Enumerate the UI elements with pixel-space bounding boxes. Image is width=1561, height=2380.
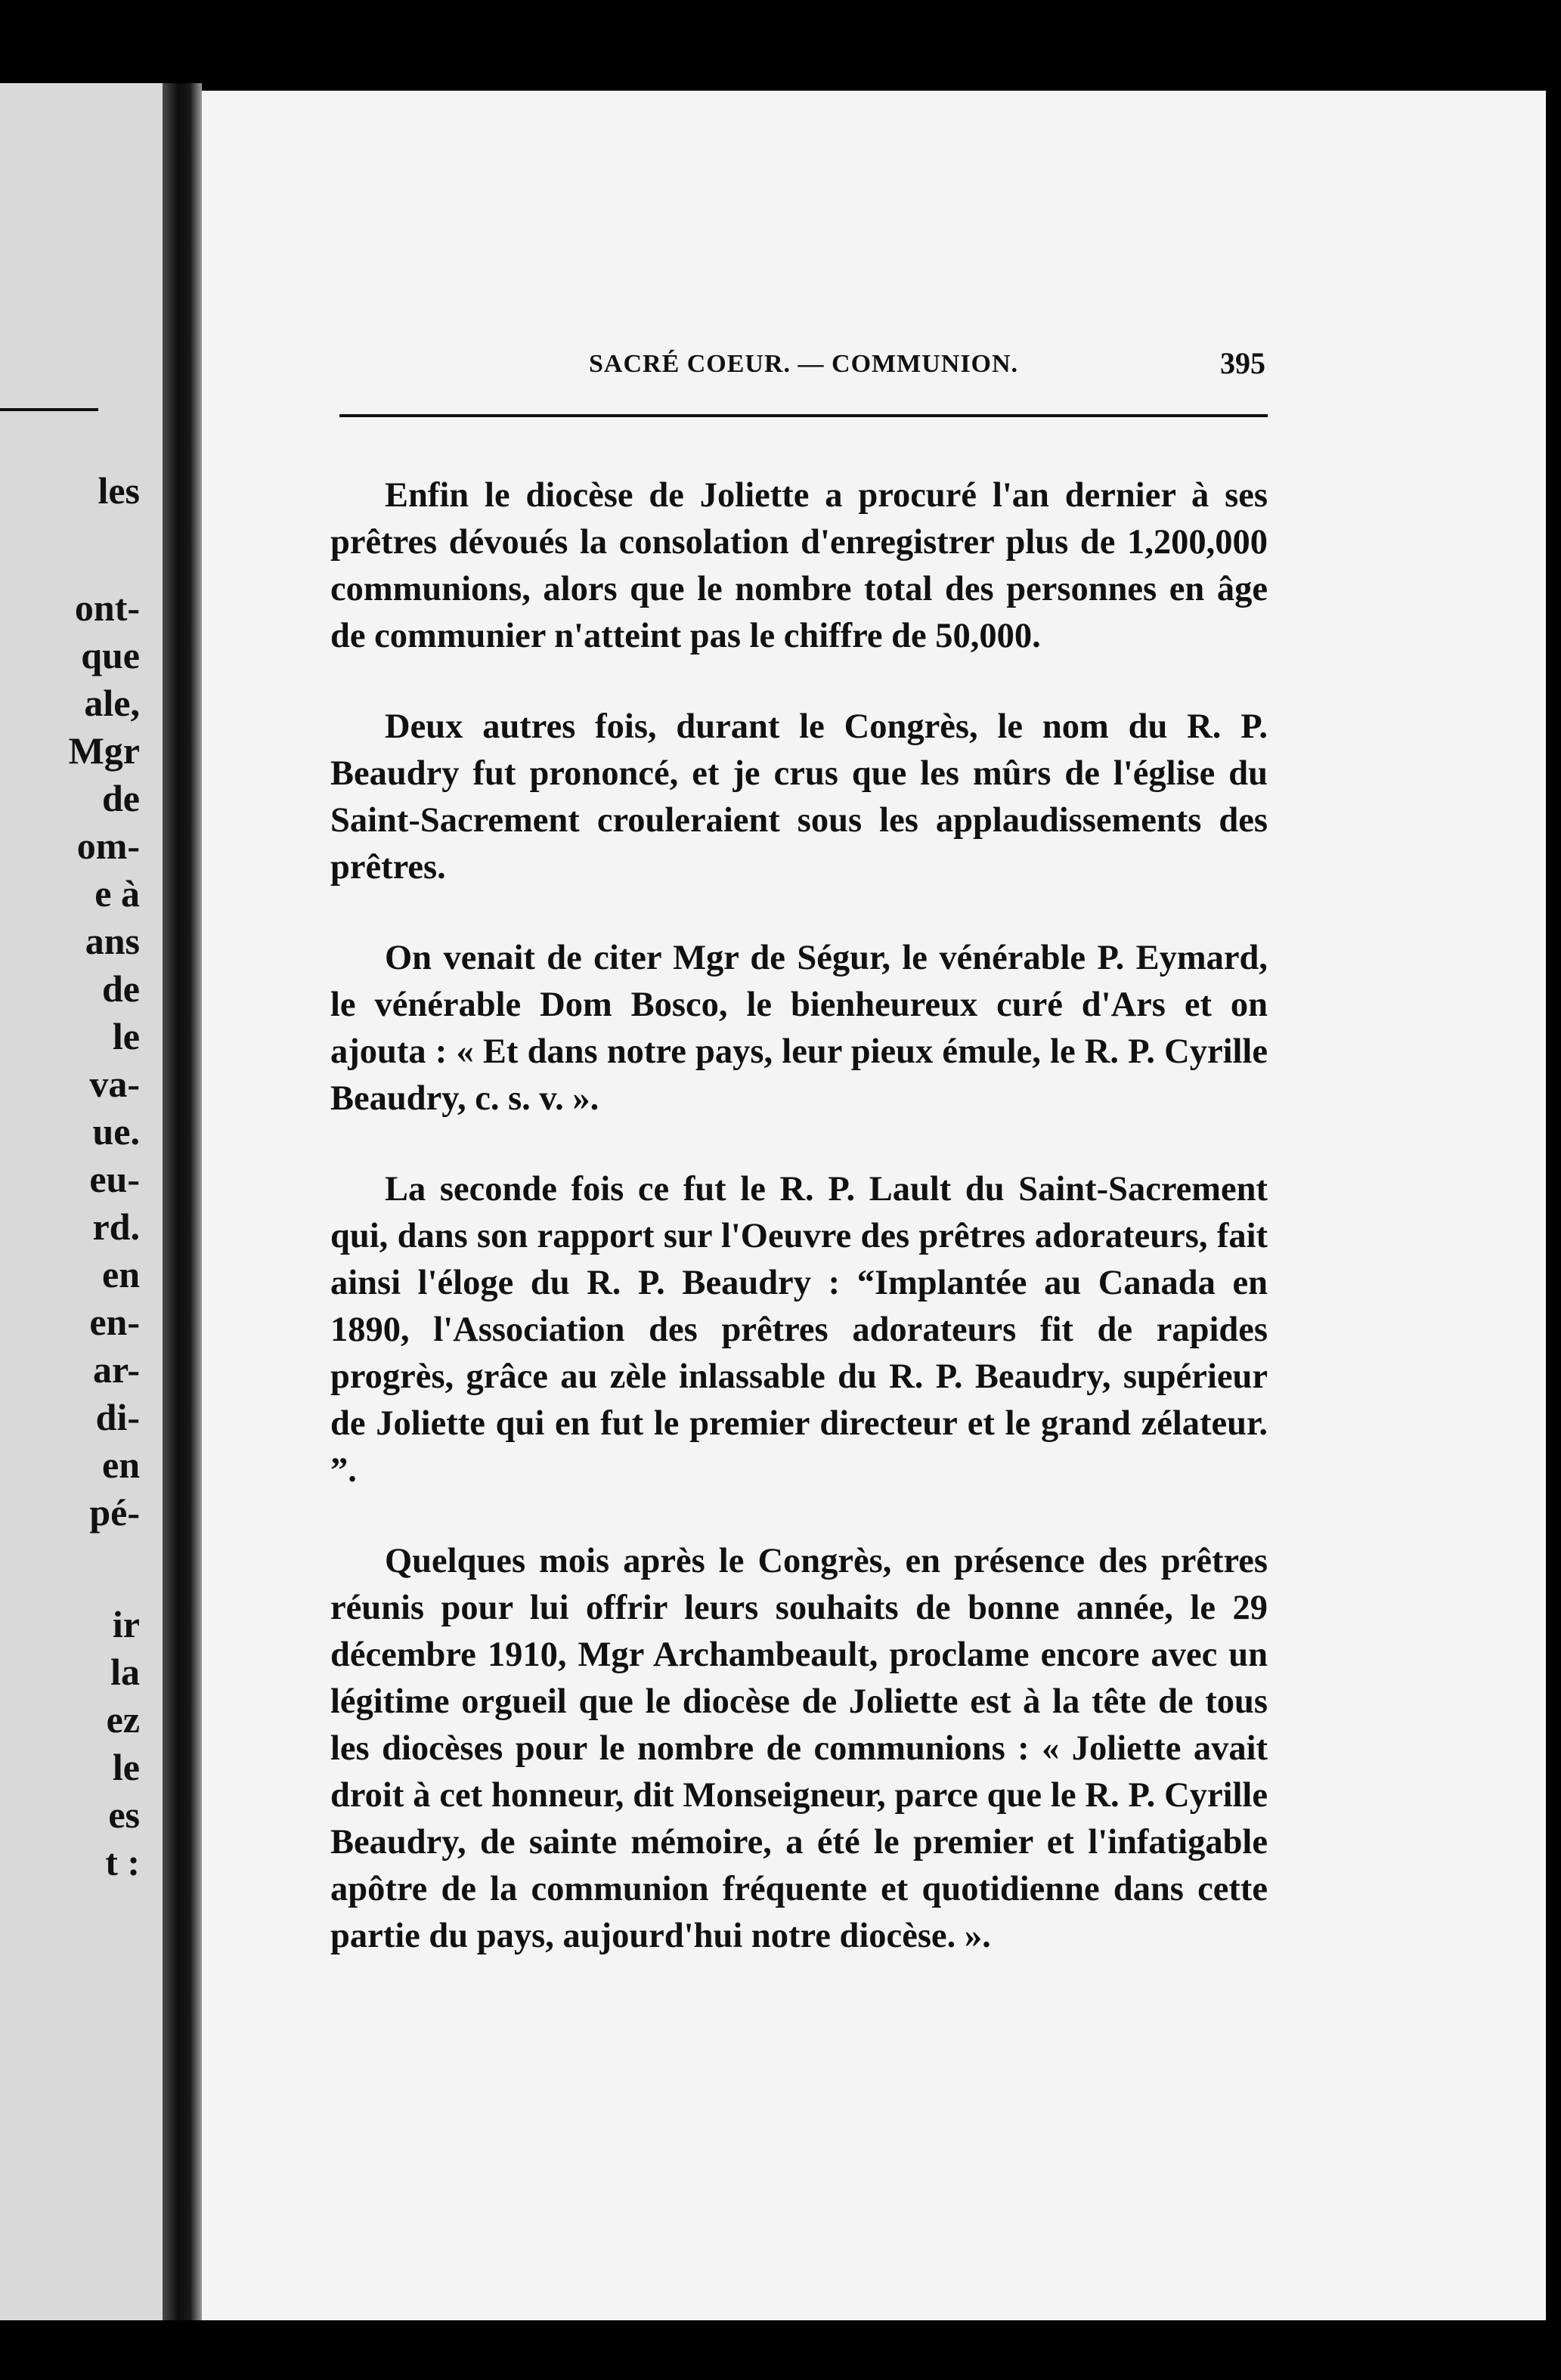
left-line-fragment: va- xyxy=(89,1063,140,1105)
page-header xyxy=(339,344,1265,389)
left-line-fragment: la xyxy=(110,1651,140,1693)
left-line-fragment: rd. xyxy=(92,1205,140,1248)
left-line-fragment: t : xyxy=(105,1841,140,1883)
paragraph: Quelques mois après le Congrès, en présence des prêtres réunis pour lui offrir leurs souhaits de bonne année, le 29 décembre 1910, Mgr Archambeault, proclame encore avec un légitime orgueil que le diocèse de Joliette est à la tête de tous les diocèses pour le nombre de communions : « Joliette avait droit à cet honneur, dit Monseigneur, parce que le R. P. Cyrille Beaudry, de sainte mémoire, a été le premier et l'infatigable apôtre de la communion fréquente et quotidienne dans cette partie du pays, aujourd'hui notre diocèse. ». xyxy=(330,1542,1268,1955)
left-line-fragment: ez xyxy=(106,1698,140,1741)
book-gutter xyxy=(163,83,202,2320)
left-line-fragment: de xyxy=(102,967,140,1010)
left-line-fragment: ont- xyxy=(74,586,140,629)
left-line-fragment: le xyxy=(112,1746,140,1788)
left-line-fragment: ans xyxy=(85,920,140,962)
paragraph: Enfin le diocèse de Joliette a procuré l'an dernier à ses prêtres dévoués la consolation d'enregistrer plus de 1,200,000 communions, alors que le nombre total des personnes en âge de communier n'atteint pas le chiffre de 50,000. xyxy=(330,476,1268,655)
left-line-fragment: es xyxy=(108,1794,140,1836)
page-number: 395 xyxy=(1220,346,1265,380)
left-line-fragment: pé- xyxy=(89,1491,140,1534)
left-line-fragment: ir xyxy=(112,1603,140,1645)
paragraph: Deux autres fois, durant le Congrès, le nom du R. P. Beaudry fut prononcé, et je crus que les mûrs de l'église du Saint-Sacrement crouleraient sous les applaudissements des prêtres. xyxy=(330,707,1268,887)
left-page-rule xyxy=(0,408,98,411)
left-line-fragment: ale, xyxy=(84,682,140,724)
left-line-fragment: di- xyxy=(95,1396,140,1438)
left-line-fragment: om- xyxy=(76,825,140,867)
left-line-fragment: de xyxy=(102,777,140,819)
body-text xyxy=(330,472,1268,2004)
left-line-fragment: ue. xyxy=(92,1110,140,1153)
left-line-fragment: que xyxy=(81,634,140,676)
left-line-fragment: ar- xyxy=(93,1348,140,1391)
header-rule xyxy=(339,414,1268,417)
left-page-edge xyxy=(0,83,163,2320)
running-title: SACRÉ COEUR. — COMMUNION. xyxy=(589,350,1019,378)
paragraph: On venait de citer Mgr de Ségur, le vénérable P. Eymard, le vénérable Dom Bosco, le bienheureux curé d'Ars et on ajouta : « Et dans notre pays, leur pieux émule, le R. P. Cyrille Beaudry, c. s. v. ». xyxy=(330,939,1268,1118)
paragraph: La seconde fois ce fut le R. P. Lault du Saint-Sacrement qui, dans son rapport sur l'Oeuvre des prêtres adorateurs, fait ainsi l'éloge du R. P. Beaudry : “Implantée au Canada en 1890, l'Association des prêtres adorateurs fit de rapides progrès, grâce au zèle inlassable du R. P. Beaudry, supérieur de Joliette qui en fut le premier directeur et le grand zélateur. ”. xyxy=(330,1170,1268,1490)
right-page xyxy=(202,91,1546,2320)
left-line-fragment: en xyxy=(102,1444,140,1486)
left-line-fragment: le xyxy=(112,1015,140,1057)
left-line-fragment: e à xyxy=(94,872,140,915)
left-line-fragment: eu- xyxy=(89,1158,140,1200)
left-line-fragment: les xyxy=(98,469,140,512)
left-line-fragment: en xyxy=(102,1253,140,1295)
left-line-fragment: Mgr xyxy=(68,729,140,772)
left-line-fragment: en- xyxy=(89,1301,140,1343)
